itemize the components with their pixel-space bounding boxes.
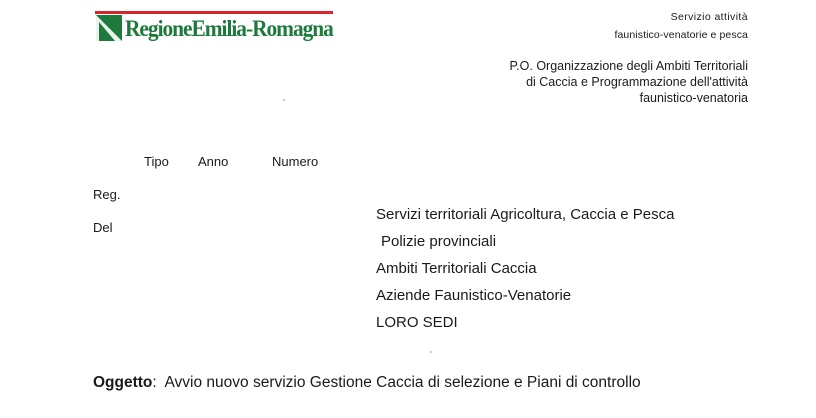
recipient-line: Servizi territoriali Agricoltura, Caccia e Pesca: [376, 206, 675, 223]
protocol-numero-label: Numero: [272, 154, 319, 169]
service-name-line2: faunistico-venatorie e pesca: [614, 29, 748, 41]
scan-speck: [430, 351, 432, 353]
protocol-tipo-label: Tipo: [144, 154, 169, 169]
po-title-line3: faunistico-venatoria: [639, 91, 748, 105]
logo-red-bar: [95, 11, 333, 14]
protocol-del-label: Del: [93, 220, 113, 235]
subject-label: Oggetto: [93, 374, 153, 391]
scan-speck: [283, 99, 285, 101]
recipient-line: Polizie provinciali: [381, 233, 497, 250]
po-title-line2: di Caccia e Programmazione dell'attività: [526, 75, 748, 89]
subject-separator: :: [152, 374, 157, 391]
logo-wordmark: RegioneEmilia-Romagna: [125, 16, 333, 41]
recipient-line: Aziende Faunistico-Venatorie: [376, 287, 572, 304]
subject-text: Avvio nuovo servizio Gestione Caccia di selezione e Piani di controllo: [164, 374, 641, 391]
recipient-line: Ambiti Territoriali Caccia: [376, 260, 537, 277]
protocol-reg-label: Reg.: [93, 187, 121, 202]
po-title-line1: P.O. Organizzazione degli Ambiti Territoriali: [509, 59, 748, 73]
regione-logo: [95, 11, 333, 45]
subject-line: [93, 374, 641, 392]
protocol-anno-label: Anno: [198, 154, 229, 169]
service-name-line1: Servizio attività: [670, 11, 748, 23]
regione-emilia-romagna-logo-icon: [95, 14, 123, 42]
recipient-line: LORO SEDI: [376, 314, 458, 331]
